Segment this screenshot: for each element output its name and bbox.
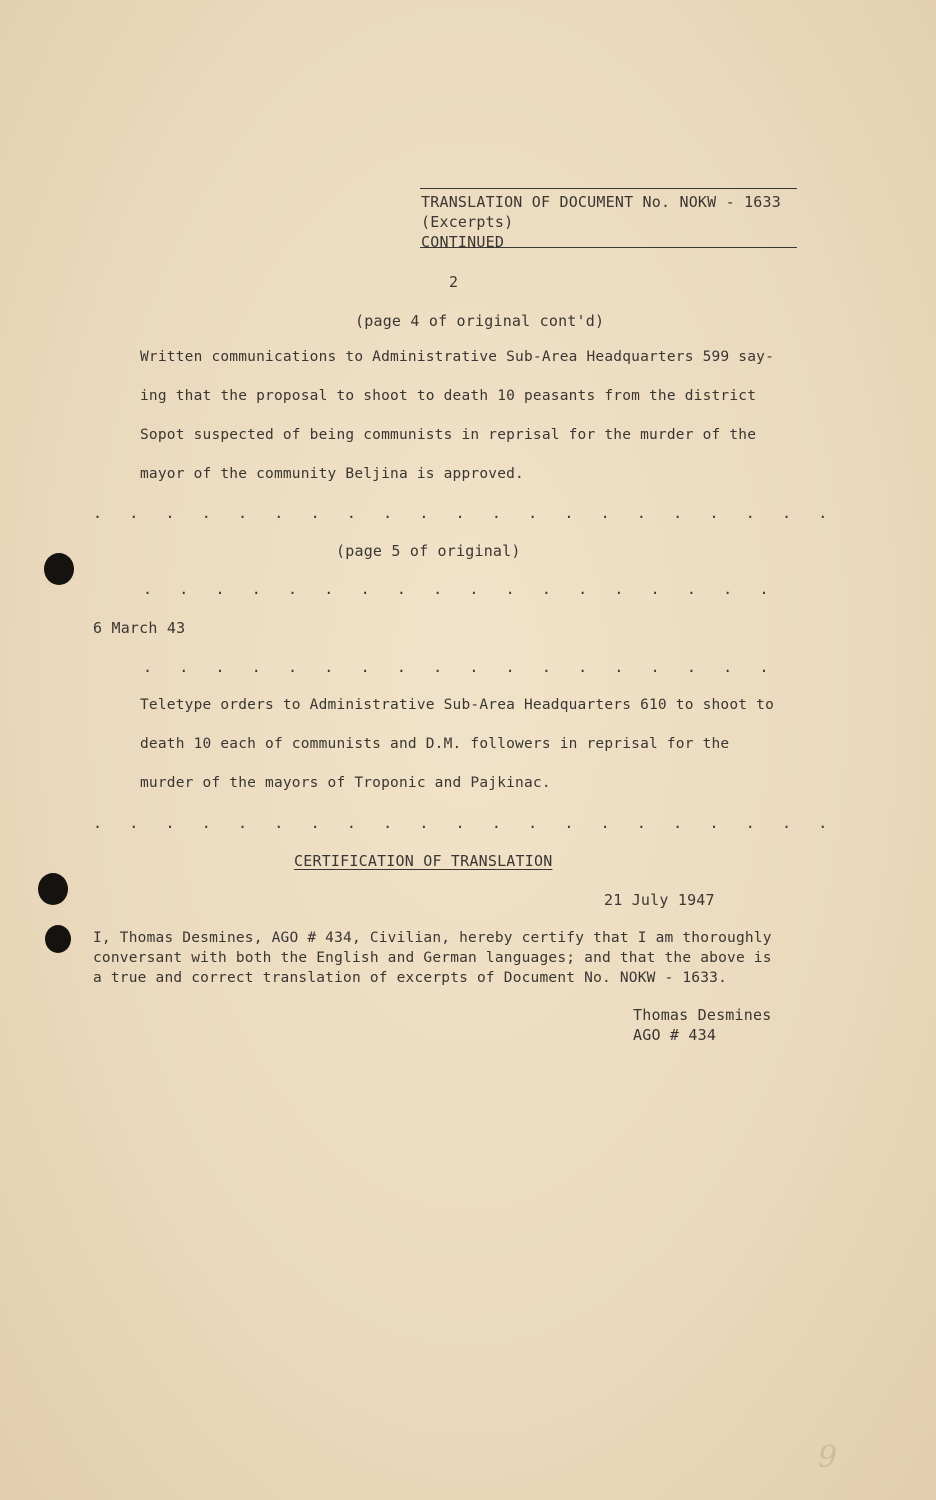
section1-heading: (page 4 of original cont'd) (355, 312, 605, 330)
punch-hole (38, 873, 68, 905)
section1-line: Sopot suspected of being communists in reprisal for the murder of the (140, 427, 757, 443)
section3-line: death 10 each of communists and D.M. followers in reprisal for the (140, 736, 730, 752)
pencil-page-mark: 9 (818, 1440, 838, 1475)
certification-title: CERTIFICATION OF TRANSLATION (294, 852, 553, 870)
certification-line: a true and correct translation of excerpts of Document No. NOKW - 1633. (93, 970, 728, 986)
section1-line: mayor of the community Beljina is approved. (140, 466, 524, 482)
header-top-rule (420, 188, 797, 189)
certification-line: I, Thomas Desmines, AGO # 434, Civilian, hereby certify that I am thoroughly (93, 930, 772, 946)
page-number: 2 (449, 273, 459, 291)
certification-date: 21 July 1947 (604, 891, 715, 909)
date-entry: 6 March 43 (93, 619, 186, 637)
section3-line: murder of the mayors of Troponic and Pajkinac. (140, 775, 551, 791)
punch-hole (44, 553, 74, 585)
section1-line: Written communications to Administrative Sub-Area Headquarters 599 say- (140, 349, 775, 365)
section2-heading: (page 5 of original) (336, 542, 521, 560)
omission-dots: . . . . . . . . . . . . . . . . . . (143, 580, 778, 598)
continued-label: CONTINUED (421, 233, 505, 251)
section3-line: Teletype orders to Administrative Sub-Area Headquarters 610 to shoot to (140, 697, 775, 713)
omission-dots: . . . . . . . . . . . . . . . . . . (143, 658, 778, 676)
excerpts-label: (Excerpts) (421, 213, 514, 231)
certification-line: conversant with both the English and German languages; and that the above is (93, 950, 772, 966)
signature-name: Thomas Desmines (633, 1006, 772, 1024)
header-bottom-rule (420, 247, 797, 248)
signature-ago: AGO # 434 (633, 1026, 717, 1044)
omission-dots: . . . . . . . . . . . . . . . . . . . . . (93, 814, 837, 832)
omission-dots: . . . . . . . . . . . . . . . . . . . . . (93, 504, 837, 522)
document-title: TRANSLATION OF DOCUMENT No. NOKW - 1633 (421, 193, 781, 211)
section1-line: ing that the proposal to shoot to death 10 peasants from the district (140, 388, 757, 404)
punch-hole (45, 925, 71, 953)
